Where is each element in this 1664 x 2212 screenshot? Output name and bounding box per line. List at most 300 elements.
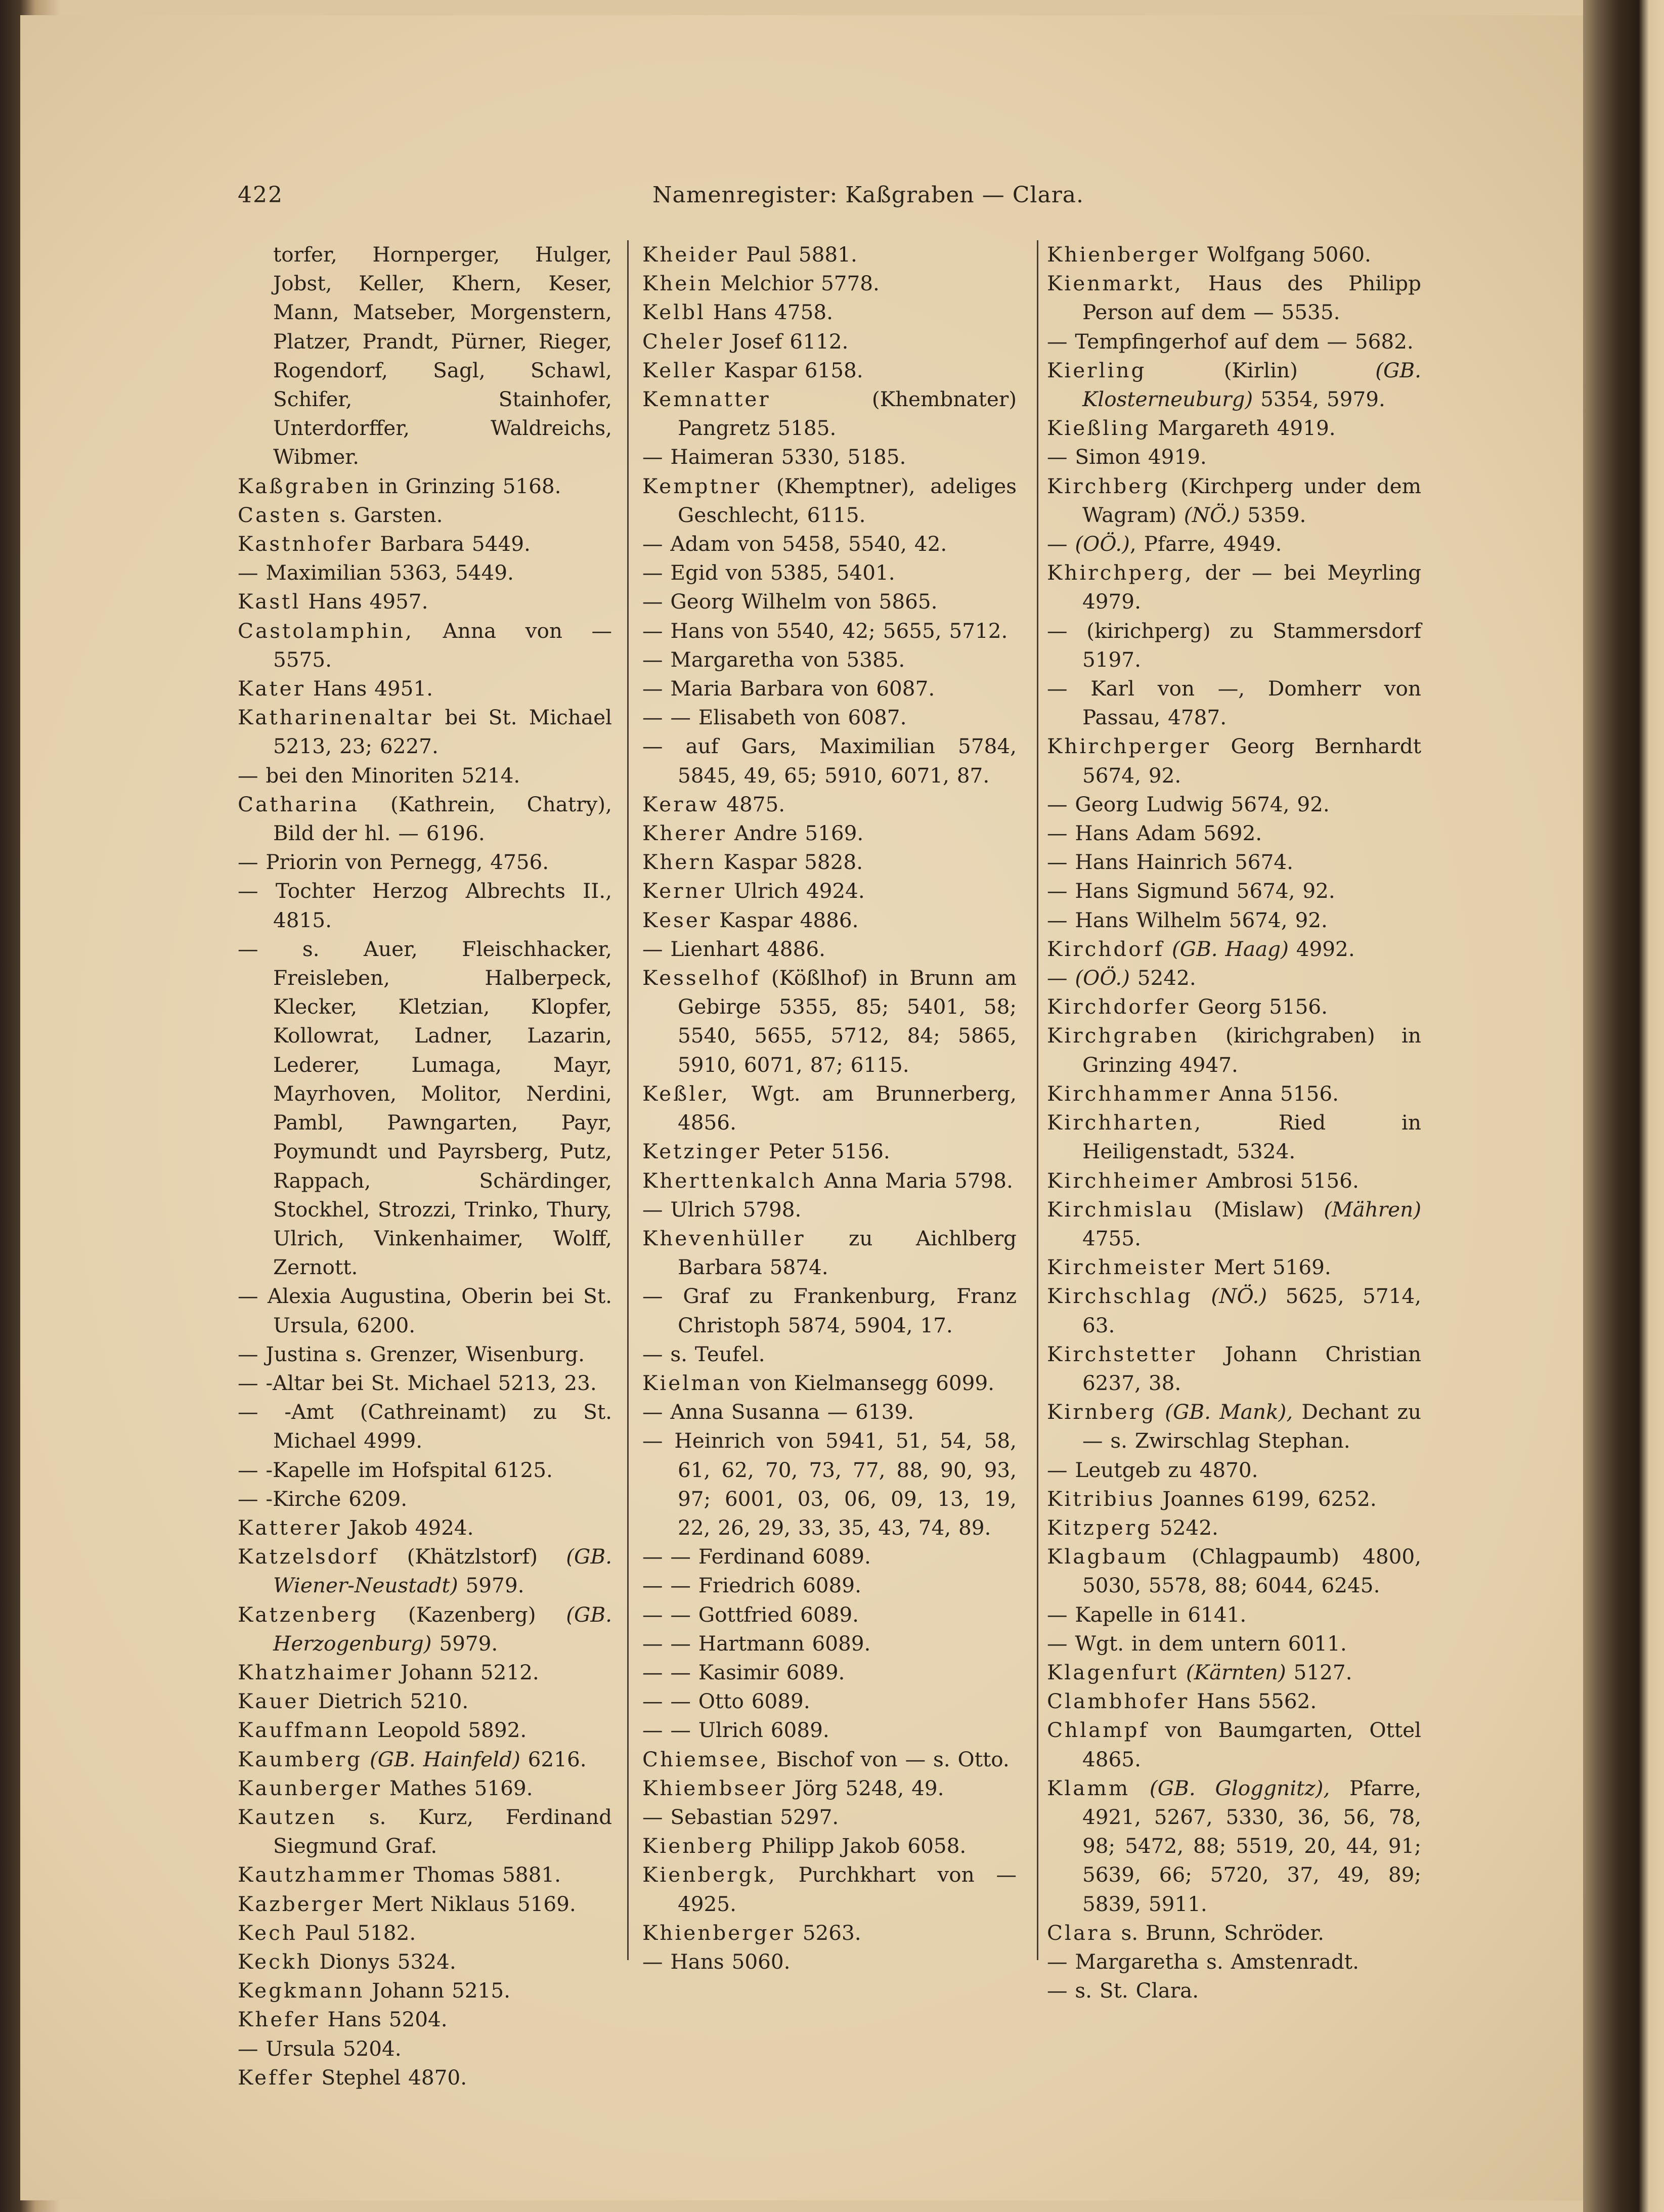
index-column-1 [238, 240, 612, 2090]
entry-text: — Maria Barbara von 6087. [642, 676, 935, 701]
entry-text [1164, 937, 1172, 961]
index-entry [1047, 1485, 1421, 1513]
index-entry [238, 617, 612, 674]
entry-headword: Kerner [642, 879, 726, 903]
entry-text: (Khätzlstorf) [378, 1544, 566, 1569]
entry-text: — -Altar bei St. Michael 5213, 23. [238, 1370, 597, 1395]
index-entry [642, 732, 1017, 790]
index-entry [642, 356, 1017, 385]
entry-headword: Keckh [238, 1949, 312, 1974]
entry-headword: Kautzhammer [238, 1862, 406, 1887]
index-entry [238, 1600, 612, 1658]
index-entry [642, 1947, 1017, 1976]
entry-text: — Karl von —, Domherr von Passau, 4787. [1047, 676, 1421, 730]
entry-text: — s. Auer, Fleischhacker, Freisleben, Halberpeck, Klecker, Kletzian, Klopfer, Kollowrat, Ladner, Lazarin, Lederer, Lumaga, Mayr, Mayrhoven, Molitor, Nerdini, Pambl, Pawngarten, Payr, Poymundt und Payrsberg, Putz, Rappach, Schärdinger, Stockhel, Strozzi, Trinko, Thury, Ulrich, Vinkenhaimer, Wolff, Zernott. [238, 936, 612, 1280]
index-entry [642, 1716, 1017, 1745]
index-entry [1047, 414, 1421, 443]
entry-text: — Lienhart 4886. [642, 936, 825, 961]
entry-location: (Kärnten) [1186, 1660, 1286, 1684]
entry-text-tail: Dechant zu — s. Zwirschlag Stephan. [1082, 1400, 1421, 1453]
index-entry [1047, 1658, 1421, 1687]
entry-text: Joannes 6199, 6252. [1155, 1486, 1377, 1511]
entry-text: 5242. [1152, 1515, 1218, 1540]
entry-text: — — Hartmann 6089. [642, 1631, 871, 1656]
entry-headword: Kegkmann [238, 1978, 365, 2003]
index-entry [1047, 1774, 1421, 1919]
index-entry [642, 1832, 1017, 1860]
entry-text: Anna 5156. [1211, 1081, 1339, 1106]
entry-text-tail: 5359. [1240, 502, 1306, 527]
index-entry [238, 1745, 612, 1774]
entry-text: Melchior 5778. [713, 271, 880, 296]
index-entry [238, 1485, 612, 1513]
entry-text: Ried in Heiligenstadt, 5324. [1082, 1110, 1421, 1164]
entry-headword: Kemnatter [642, 387, 771, 412]
entry-text-tail: 5979. [431, 1631, 498, 1656]
index-entry [1047, 790, 1421, 819]
entry-text: Thomas 5881. [406, 1862, 561, 1887]
entry-text-tail: , Pfarre, 4949. [1129, 532, 1282, 556]
entry-headword: Kirnberg [1047, 1400, 1156, 1424]
index-entry [238, 935, 612, 1282]
entry-text: s. Brunn, Schröder. [1113, 1920, 1325, 1945]
index-entry [238, 1687, 612, 1716]
entry-headword: Khefer [238, 2007, 320, 2032]
index-entry [642, 1369, 1017, 1398]
entry-headword: Klagenfurt [1047, 1660, 1179, 1684]
entry-headword: Khatzhaimer [238, 1660, 393, 1684]
entry-text: — Heinrich von 5941, 51, 54, 58, 61, 62, 70, 73, 77, 88, 90, 93, 97; 6001, 03, 06, 09, 13, 19, 22, 26, 29, 33, 35, 43, 74, 89. [642, 1428, 1017, 1540]
entry-text: Ulrich 4924. [726, 879, 865, 903]
entry-headword: Khein [642, 271, 713, 296]
index-entry [1047, 356, 1421, 414]
entry-text: Purchkhart von — 4925. [678, 1862, 1017, 1916]
index-entry [238, 2034, 612, 2063]
entry-headword: Catharina [238, 792, 360, 816]
entry-text: (Kirlin) [1146, 358, 1376, 382]
index-entry [642, 240, 1017, 269]
entry-text: Josef 6112. [724, 329, 849, 354]
entry-text: Margareth 4919. [1150, 416, 1336, 441]
index-entry [1047, 530, 1421, 558]
entry-text: Hans 5562. [1189, 1689, 1317, 1714]
index-entry [238, 472, 612, 501]
entry-text: — (kirichperg) zu Stammersdorf 5197. [1047, 618, 1421, 672]
entry-text: Jakob 4924. [341, 1515, 474, 1540]
index-entry [642, 790, 1017, 819]
entry-text: — Simon 4919. [1047, 445, 1207, 469]
index-entry [1047, 1976, 1421, 2005]
entry-headword: Keffer [238, 2065, 314, 2090]
entry-location: (GB. Herzogenburg) [273, 1602, 612, 1656]
index-entry [642, 935, 1017, 964]
entry-text: — Hans Sigmund 5674, 92. [1047, 879, 1335, 903]
index-entry [642, 1398, 1017, 1426]
entry-text: von Baumgarten, Ottel 4865. [1082, 1718, 1421, 1771]
entry-text: Johann 5215. [364, 1978, 511, 2003]
entry-text: bei St. Michael 5213, 23; 6227. [273, 705, 612, 759]
entry-text: — — Ulrich 6089. [642, 1718, 829, 1743]
index-entry [642, 298, 1017, 327]
entry-text: Mert Niklaus 5169. [364, 1891, 576, 1916]
entry-headword: Kirchhammer [1047, 1081, 1212, 1106]
entry-headword: Khiembseer [642, 1775, 787, 1800]
index-entry [1047, 674, 1421, 732]
entry-text: — Georg Wilhelm von 5865. [642, 589, 938, 614]
index-entry [1047, 1253, 1421, 1282]
index-entry [642, 1282, 1017, 1339]
entry-text: — Anna Susanna — 6139. [642, 1400, 914, 1424]
index-entry [238, 1369, 612, 1398]
entry-text: Peter 5156. [761, 1139, 890, 1164]
entry-text: Philipp Jakob 6058. [754, 1834, 967, 1858]
entry-headword: Kielman [642, 1370, 742, 1395]
entry-headword: Kirchstetter [1047, 1341, 1197, 1366]
index-entry [238, 790, 612, 848]
index-entry [238, 1947, 612, 1976]
entry-text: — [1047, 532, 1075, 556]
entry-headword: Kheider [642, 242, 739, 267]
entry-location: (GB. Hainfeld) [369, 1747, 520, 1771]
entry-text: — bei den Minoriten 5214. [238, 763, 520, 788]
index-entry [642, 674, 1017, 703]
entry-headword: Kemptner [642, 473, 762, 498]
index-entry [642, 1079, 1017, 1137]
index-entry [238, 1542, 612, 1600]
entry-text: — — Gottfried 6089. [642, 1602, 859, 1627]
entry-headword: Keßler, [642, 1081, 730, 1106]
entry-text: Jörg 5248, 49. [786, 1775, 944, 1800]
entry-headword: Casten [238, 502, 322, 527]
index-entry [238, 587, 612, 616]
index-entry [1047, 1456, 1421, 1485]
entry-text: — Tochter Herzog Albrechts II., 4815. [238, 879, 612, 932]
index-entry [238, 703, 612, 761]
entry-headword: Khevenhüller [642, 1226, 806, 1250]
index-entry [642, 443, 1017, 471]
entry-text: (kirichgraben) in Grinzing 4947. [1082, 1023, 1421, 1077]
entry-text: (Kößlhof) in Brunn am Gebirge 5355, 85; 5401, 58; 5540, 5655, 5712, 84; 5865, 5910, 6071, 87; 6115. [678, 966, 1017, 1077]
entry-headword: Kherttenkalch [642, 1168, 817, 1193]
index-entry [642, 1571, 1017, 1600]
entry-text: — Ursula 5204. [238, 2036, 402, 2061]
entry-headword: Kirchheimer [1047, 1168, 1199, 1193]
entry-headword: Khienberger [1047, 242, 1200, 267]
index-entry [238, 877, 612, 934]
entry-text [1130, 1776, 1150, 1800]
entry-location: (OÖ.) [1075, 532, 1130, 556]
entry-text: — s. St. Clara. [1047, 1978, 1199, 2003]
entry-text: — Margaretha von 5385. [642, 647, 905, 672]
index-entry [642, 1658, 1017, 1687]
entry-text: — — Kasimir 6089. [642, 1660, 845, 1684]
index-entry [238, 1890, 612, 1919]
entry-text: von Kielmansegg 6099. [741, 1370, 995, 1395]
entry-text: torfer, Hornperger, Hulger, Jobst, Keller, Khern, Keser, Mann, Matseber, Morgenstern, Platzer, Prandt, Pürner, Rieger, Rogendorf, Sagl, Schawl, Schifer, Stainhofer, Unterdorffer, Waldreichs, Wibmer. [273, 242, 612, 469]
entry-text: 4875. [719, 792, 785, 816]
index-entry [1047, 1919, 1421, 1947]
entry-text: Mert 5169. [1206, 1255, 1331, 1280]
index-entry [642, 1860, 1017, 1918]
entry-text: — [1047, 966, 1075, 990]
entry-text: — -Kapelle im Hofspital 6125. [238, 1457, 553, 1482]
entry-text-tail: 5625, 5714, 63. [1082, 1284, 1421, 1337]
entry-text: Hans 4758. [705, 300, 833, 325]
entry-headword: Kirchdorfer [1047, 994, 1191, 1019]
index-entry [1047, 558, 1421, 616]
entry-headword: Chiemsee, [642, 1747, 769, 1771]
entry-text: — auf Gars, Maximilian 5784, 5845, 49, 65; 5910, 6071, 87. [642, 734, 1017, 788]
entry-text: — Justina s. Grenzer, Wisenburg. [238, 1341, 585, 1366]
entry-headword: Klamm [1047, 1775, 1130, 1800]
entry-headword: Kesselhof [642, 966, 761, 990]
entry-text: — Maximilian 5363, 5449. [238, 560, 514, 585]
entry-headword: Kazberger [238, 1891, 365, 1916]
entry-text: — Hans von 5540, 42; 5655, 5712. [642, 618, 1008, 643]
index-entry [238, 1860, 612, 1889]
entry-headword: Katterer [238, 1515, 342, 1540]
entry-location: (NÖ.) [1211, 1284, 1267, 1309]
entry-text: Bischof von — s. Otto. [769, 1747, 1010, 1771]
entry-text: (Chlagpaumb) 4800, 5030, 5578, 88; 6044, 6245. [1082, 1544, 1421, 1598]
entry-text: Ambrosi 5156. [1199, 1168, 1359, 1193]
entry-text: — Kapelle in 6141. [1047, 1602, 1247, 1627]
index-entry [1047, 732, 1421, 790]
entry-text: — Ulrich 5798. [642, 1197, 802, 1222]
index-entry [238, 530, 612, 558]
index-columns [238, 240, 1431, 2090]
entry-text: — Wgt. in dem untern 6011. [1047, 1631, 1347, 1656]
entry-text: (Khemptner), adeliges Geschlecht, 6115. [678, 473, 1017, 527]
entry-text: — — Ferdinand 6089. [642, 1544, 871, 1569]
entry-text: Anna von — 5575. [273, 618, 612, 672]
index-entry [642, 964, 1017, 1079]
index-entry [642, 848, 1017, 877]
entry-headword: Katzelsdorf [238, 1544, 379, 1569]
index-entry [238, 1716, 612, 1745]
index-entry [1047, 848, 1421, 877]
entry-text: Kaspar 5828. [716, 850, 863, 875]
entry-location: (Mähren) [1324, 1197, 1421, 1222]
index-entry [1047, 327, 1421, 356]
index-entry [238, 2063, 612, 2092]
entry-headword: Clambhofer [1047, 1689, 1190, 1714]
index-entry [642, 1542, 1017, 1571]
index-entry [238, 1976, 612, 2005]
index-entry [238, 1282, 612, 1339]
page-number: 422 [238, 182, 283, 208]
index-entry [642, 877, 1017, 905]
entry-headword: Khern [642, 850, 716, 875]
index-entry [642, 703, 1017, 732]
index-entry [642, 1629, 1017, 1658]
index-entry [1047, 1716, 1421, 1773]
index-entry [1047, 1021, 1421, 1079]
index-entry [1047, 877, 1421, 905]
entry-text-tail: 5979. [458, 1573, 524, 1598]
entry-location: (GB. Haag) [1171, 936, 1289, 961]
index-entry [642, 472, 1017, 530]
entry-text-tail: 5127. [1286, 1660, 1352, 1684]
entry-text: — Hans Hainrich 5674. [1047, 850, 1293, 875]
entry-text: — Tempfingerhof auf dem — 5682. [1047, 329, 1414, 354]
entry-text [1178, 1660, 1186, 1684]
index-entry [238, 1456, 612, 1485]
index-entry [642, 558, 1017, 587]
entry-text: — s. Teufel. [642, 1341, 765, 1366]
index-entry [1047, 1398, 1421, 1455]
entry-headword: Cheler [642, 329, 724, 354]
entry-text: Leopold 5892. [370, 1718, 527, 1743]
index-entry [1047, 472, 1421, 530]
index-entry [238, 674, 612, 703]
page-header [238, 182, 1553, 218]
entry-headword: Khirchperger [1047, 734, 1211, 759]
entry-text-tail: 6216. [520, 1747, 587, 1771]
index-entry [1047, 617, 1421, 674]
entry-headword: Kauer [238, 1689, 311, 1714]
index-entry [642, 587, 1017, 616]
entry-headword: Kelbl [642, 300, 706, 325]
entry-headword: Kaßgraben [238, 473, 371, 498]
running-title: Namenregister: Kaßgraben — Clara. [652, 182, 1084, 208]
index-entry [238, 501, 612, 530]
entry-text: Dionys 5324. [312, 1949, 456, 1974]
entry-headword: Chlampf [1047, 1718, 1149, 1743]
entry-text: Wolfgang 5060. [1199, 242, 1371, 267]
index-entry [1047, 1108, 1421, 1166]
index-entry [238, 1919, 612, 1947]
index-entry [642, 1774, 1017, 1803]
entry-text [1156, 1400, 1165, 1424]
index-entry [642, 645, 1017, 674]
entry-text: — Georg Ludwig 5674, 92. [1047, 792, 1330, 816]
index-entry [238, 1658, 612, 1687]
index-column-2 [642, 240, 1017, 1980]
entry-headword: Kastl [238, 589, 301, 614]
entry-text: Paul 5881. [738, 242, 857, 267]
index-entry [238, 1774, 612, 1803]
entry-text-tail: 4755. [1082, 1226, 1141, 1250]
entry-text: Johann Christian 6237, 38. [1082, 1341, 1421, 1395]
entry-headword: Kaumberg [238, 1747, 363, 1771]
index-entry [1047, 1542, 1421, 1600]
entry-headword: Kirchschlag [1047, 1284, 1193, 1309]
index-entry [238, 2005, 612, 2034]
entry-text-tail: 5242. [1129, 966, 1196, 990]
entry-text: Paul 5182. [297, 1920, 416, 1945]
entry-headword: Kaunberger [238, 1775, 382, 1800]
entry-text: (Mislaw) [1194, 1197, 1324, 1222]
index-entry [1047, 1340, 1421, 1398]
entry-location: (OÖ.) [1075, 966, 1130, 990]
entry-headword: Kater [238, 676, 306, 701]
entry-text: Mathes 5169. [382, 1775, 533, 1800]
entry-headword: Khirchperg, [1047, 560, 1194, 585]
index-entry [1047, 1282, 1421, 1339]
entry-text: — — Friedrich 6089. [642, 1573, 861, 1598]
entry-text: Dietrich 5210. [310, 1689, 469, 1714]
entry-headword: Keser [642, 907, 712, 932]
index-entry [642, 1426, 1017, 1542]
entry-headword: Kierling [1047, 358, 1147, 382]
entry-headword: Kießling [1047, 416, 1151, 441]
index-entry [642, 385, 1017, 443]
index-entry [642, 1745, 1017, 1774]
entry-headword: Khienberger [642, 1920, 795, 1945]
entry-headword: Kherer [642, 821, 727, 846]
entry-text: Georg Bernhardt 5674, 92. [1082, 734, 1421, 788]
entry-text: Kaspar 4886. [712, 907, 859, 932]
index-entry [1047, 1195, 1421, 1253]
entry-text: — — Otto 6089. [642, 1689, 810, 1714]
index-entry [642, 1166, 1017, 1195]
entry-headword: Katzenberg [238, 1602, 378, 1627]
entry-headword: Keraw [642, 792, 719, 816]
entry-text: Wgt. am Brunnerberg, 4856. [678, 1081, 1017, 1135]
entry-headword: Ketzinger [642, 1139, 762, 1164]
index-entry [1047, 906, 1421, 935]
entry-text: — Leutgeb zu 4870. [1047, 1457, 1258, 1482]
entry-headword: Castolamphin, [238, 618, 414, 643]
index-entry [642, 327, 1017, 356]
entry-headword: Kitzperg [1047, 1515, 1153, 1540]
index-entry [1047, 1687, 1421, 1716]
entry-location: (GB. Klosterneuburg) [1082, 358, 1421, 412]
index-entry [238, 1513, 612, 1542]
entry-text: Haus des Philipp Person auf dem — 5535. [1082, 271, 1421, 325]
entry-text: (Kazenberg) [378, 1602, 566, 1627]
index-entry [238, 761, 612, 790]
entry-text: Stephel 4870. [314, 2065, 467, 2090]
entry-text: — Graf zu Frankenburg, Franz Christoph 5874, 5904, 17. [642, 1284, 1017, 1337]
index-entry [642, 269, 1017, 298]
index-entry [1047, 1947, 1421, 1976]
index-entry [642, 530, 1017, 558]
entry-headword: Keller [642, 358, 717, 382]
entry-headword: Kirchgraben [1047, 1023, 1199, 1048]
index-entry [238, 1398, 612, 1455]
index-entry [238, 1803, 612, 1860]
entry-text: — -Amt (Cathreinamt) zu St. Michael 4999. [238, 1400, 612, 1453]
entry-headword: Clara [1047, 1920, 1114, 1945]
entry-location: (GB. Mank), [1165, 1400, 1293, 1424]
entry-text: Anna Maria 5798. [816, 1168, 1013, 1193]
index-entry [642, 1224, 1017, 1282]
index-entry [642, 617, 1017, 645]
entry-text: — Margaretha s. Amstenradt. [1047, 1949, 1360, 1974]
entry-headword: Kienbergk, [642, 1862, 777, 1887]
index-entry [1047, 1629, 1421, 1658]
entry-text [362, 1747, 370, 1771]
entry-text: Hans 4951. [305, 676, 433, 701]
index-entry [1047, 1166, 1421, 1195]
entry-text: in Grinzing 5168. [370, 473, 561, 498]
entry-text: s. Garsten. [322, 502, 443, 527]
index-entry [1047, 240, 1421, 269]
entry-headword: Kirchmislau [1047, 1197, 1194, 1222]
entry-text: Kaspar 6158. [716, 358, 863, 382]
entry-text: Georg 5156. [1190, 994, 1328, 1019]
entry-text: (Kirchperg under dem Wagram) [1082, 473, 1421, 527]
entry-headword: Kauffmann [238, 1718, 370, 1743]
index-entry [1047, 1600, 1421, 1629]
entry-text [1193, 1284, 1211, 1308]
entry-text: 5263. [795, 1920, 861, 1945]
entry-headword: Klagbaum [1047, 1544, 1168, 1569]
index-entry [238, 558, 612, 587]
entry-text: Johann 5212. [393, 1660, 539, 1684]
